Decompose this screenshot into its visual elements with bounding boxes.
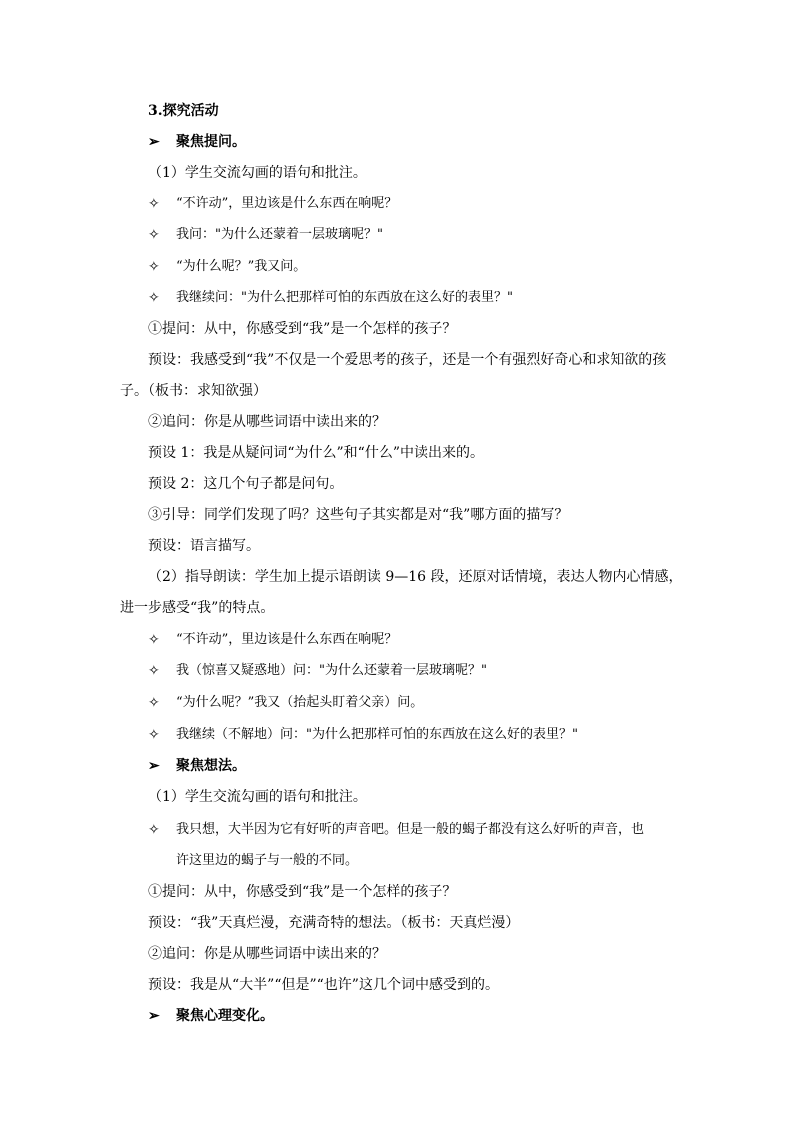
diamond-icon: ✧: [148, 632, 160, 648]
paragraph: 预设：我感受到“我”不仅是一个爱思考的孩子，还是一个有强烈好奇心和求知欲的孩: [148, 352, 667, 368]
quote-line: 我继续（不解地）问："为什么把那样可怕的东西放在这么好的表里？": [176, 727, 578, 742]
diamond-icon: ✧: [148, 822, 160, 838]
diamond-icon: ✧: [148, 259, 160, 275]
diamond-icon: ✧: [148, 727, 160, 743]
paragraph: 子。（板书：求知欲强）: [120, 383, 267, 399]
arrow-icon: ➢: [148, 1008, 160, 1024]
quote-line: “不许动”，里边该是什么东西在响呢？: [176, 196, 398, 211]
paragraph: 预设：“我”天真烂漫，充满奇特的想法。（板书：天真烂漫）: [148, 915, 520, 931]
paragraph: 预设：语言描写。: [148, 538, 260, 554]
diamond-icon: ✧: [148, 290, 160, 306]
section-title: 3.探究活动: [148, 103, 219, 119]
quote-line: 我继续问："为什么把那样可怕的东西放在这么好的表里？": [176, 290, 513, 305]
paragraph: ③引导：同学们发现了吗？这些句子其实都是对“我”哪方面的描写？: [148, 507, 569, 523]
paragraph: （1）学生交流勾画的语句和批注。: [148, 165, 367, 181]
paragraph: 预设：我是从“大半”“但是”“也许”这几个词中感受到的。: [148, 977, 499, 993]
paragraph: （2）指导朗读：学生加上提示语朗读 9—16 段，还原对话情境，表达人物内心情感，: [148, 569, 683, 585]
paragraph: 预设 2：这几个句子都是问句。: [148, 476, 344, 492]
quote-line: 许这里边的蝎子与一般的不同。: [176, 853, 359, 868]
paragraph: （1）学生交流勾画的语句和批注。: [148, 789, 367, 805]
paragraph: ②追问：你是从哪些词语中读出来的？: [148, 946, 386, 962]
paragraph: ①提问：从中，你感受到“我”是一个怎样的孩子？: [148, 884, 457, 900]
quote-line: 我只想，大半因为它有好听的声音吧。但是一般的蝎子都没有这么好听的声音，也: [176, 822, 645, 837]
diamond-icon: ✧: [148, 695, 160, 711]
focus-heading: 聚焦想法。: [176, 758, 246, 774]
arrow-icon: ➢: [148, 758, 160, 774]
paragraph: 预设 1：我是从疑问词“为什么”和“什么”中读出来的。: [148, 445, 484, 461]
quote-line: “不许动”，里边该是什么东西在响呢？: [176, 632, 398, 647]
quote-line: “为什么呢？”我又（抬起头盯着父亲）问。: [176, 695, 424, 710]
quote-line: “为什么呢？”我又问。: [176, 259, 307, 274]
quote-line: 我（惊喜又疑惑地）问："为什么还蒙着一层玻璃呢？": [176, 663, 487, 678]
paragraph: ①提问：从中，你感受到“我”是一个怎样的孩子？: [148, 321, 457, 337]
arrow-icon: ➢: [148, 134, 160, 150]
paragraph: 进一步感受“我”的特点。: [120, 600, 275, 616]
quote-line: 我问："为什么还蒙着一层玻璃呢？": [176, 227, 383, 242]
focus-heading: 聚焦提问。: [176, 134, 246, 150]
focus-heading: 聚焦心理变化。: [176, 1008, 274, 1024]
diamond-icon: ✧: [148, 196, 160, 212]
diamond-icon: ✧: [148, 227, 160, 243]
paragraph: ②追问：你是从哪些词语中读出来的？: [148, 414, 386, 430]
diamond-icon: ✧: [148, 663, 160, 679]
